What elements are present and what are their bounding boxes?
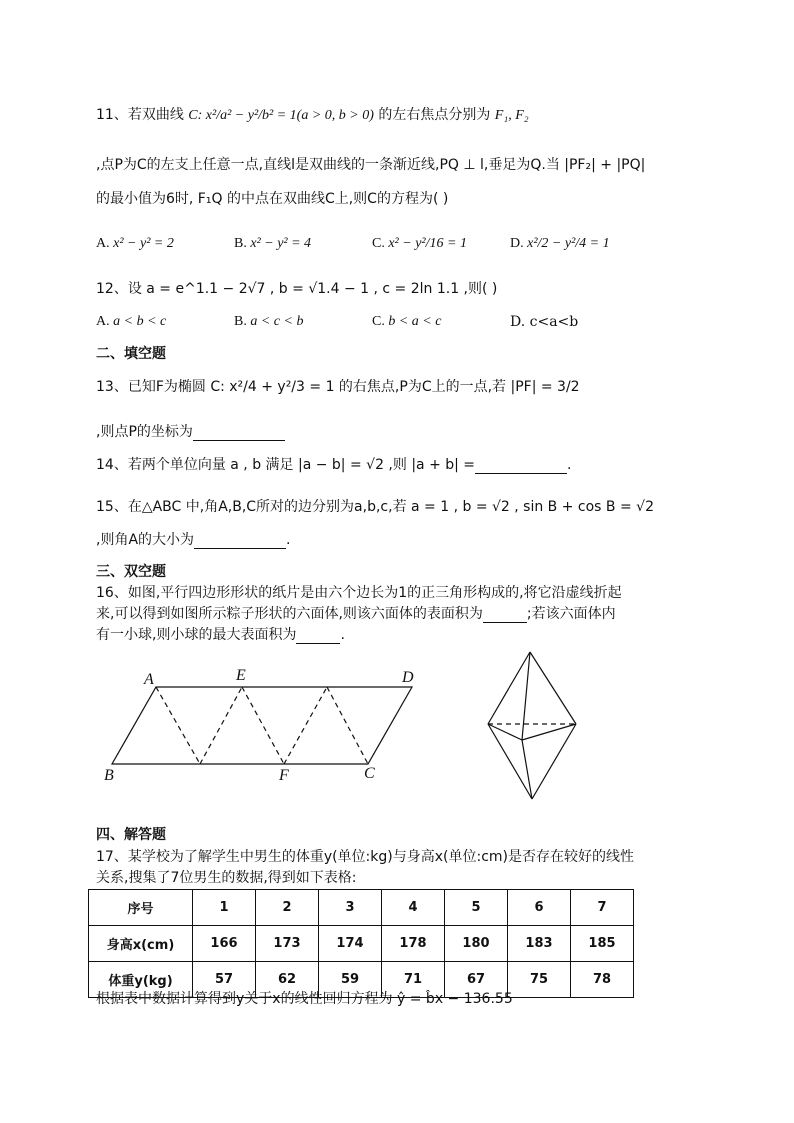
- table-cell: 身高x(cm): [89, 926, 193, 962]
- q11-option-c[interactable]: C. x² − y²/16 = 1: [372, 236, 467, 251]
- table-cell: 173: [256, 926, 319, 962]
- table-cell: 71: [382, 962, 445, 998]
- q17-data-table: [88, 889, 634, 998]
- label-a: A: [144, 671, 154, 688]
- table-cell: 166: [193, 926, 256, 962]
- table-cell: 59: [319, 962, 382, 998]
- q12-option-d[interactable]: D. c<a<b: [510, 314, 579, 330]
- hexahedron-figure: [480, 645, 590, 805]
- fold-lines: [156, 687, 368, 764]
- q12-option-a[interactable]: A. a < b < c: [96, 314, 167, 329]
- q11-line2: ,点P为C的左支上任意一点,直线l是双曲线的一条渐近线,PQ ⊥ l,垂足为Q.当 |PF₂| + |PQ|: [96, 157, 646, 173]
- q17-line2: 关系,搜集了7位男生的数据,得到如下表格:: [96, 870, 357, 886]
- table-header-cell: 序号: [89, 890, 193, 926]
- q16-surface-area-blank[interactable]: [483, 608, 527, 623]
- q16-ball-area-blank[interactable]: [296, 629, 340, 644]
- table-header-cell: 5: [445, 890, 508, 926]
- parallelogram-figure: [100, 660, 430, 785]
- table-cell: 75: [508, 962, 571, 998]
- q15-line2: ,则角A的大小为 .: [96, 532, 291, 548]
- parallelogram-outline: [112, 687, 412, 764]
- table-cell: 57: [193, 962, 256, 998]
- q13-answer-blank[interactable]: [193, 426, 285, 441]
- q17-line3: 根据表中数据计算得到y关于x的线性回归方程为 ŷ = b̂x − 136.55: [96, 991, 513, 1007]
- q17-line1: 17、某学校为了解学生中男生的体重y(单位:kg)与身高x(单位:cm)是否存在较好的线性: [96, 849, 634, 865]
- q12-option-c[interactable]: C. b < a < c: [372, 314, 442, 329]
- q11-hyperbola-equation: C: x²/a² − y²/b² = 1(a > 0, b > 0): [188, 108, 374, 123]
- q11-prefix: 11、若双曲线: [96, 107, 184, 123]
- table-cell: 185: [571, 926, 634, 962]
- table-cell: 180: [445, 926, 508, 962]
- table-header-row: [89, 890, 634, 926]
- q11-option-d[interactable]: D. x²/2 − y²/4 = 1: [510, 236, 610, 251]
- q11-option-a[interactable]: A. x² − y² = 2: [96, 236, 174, 251]
- label-c: C: [364, 765, 375, 782]
- q15-answer-blank[interactable]: [194, 534, 286, 549]
- section-double-blank-heading: 三、双空题: [96, 564, 166, 580]
- table-header-cell: 3: [319, 890, 382, 926]
- q11-foci-text: 的左右焦点分别为: [378, 107, 491, 123]
- table-header-cell: 6: [508, 890, 571, 926]
- table-cell: 178: [382, 926, 445, 962]
- label-d: D: [402, 669, 414, 686]
- table-cell: 体重y(kg): [89, 962, 193, 998]
- q11-line1: [96, 106, 529, 125]
- table-cell: 174: [319, 926, 382, 962]
- table-row: [89, 926, 634, 962]
- q13-line2: ,则点P的坐标为: [96, 423, 285, 441]
- table-cell: 78: [571, 962, 634, 998]
- q12-text: 12、设 a = e^1.1 − 2√7 , b = √1.4 − 1 , c = 2ln 1.1 ,则( ): [96, 281, 498, 297]
- table-cell: 67: [445, 962, 508, 998]
- q16-line2: 来,可以得到如图所示粽子形状的六面体,则该六面体的表面积为 ;若该六面体内: [96, 606, 616, 622]
- table-header-cell: 1: [193, 890, 256, 926]
- q11-option-b[interactable]: B. x² − y² = 4: [234, 236, 312, 251]
- q14-line: 14、若两个单位向量 a , b 满足 |a − b| = √2 ,则 |a + b| = .: [96, 457, 572, 473]
- q11-line3: 的最小值为6时, F₁Q 的中点在双曲线C上,则C的方程为( ): [96, 191, 449, 207]
- q13-line1: 13、已知F为椭圆 C: x²/4 + y²/3 = 1 的右焦点,P为C上的一点,若 |PF| = 3/2: [96, 379, 580, 395]
- table-header-cell: 7: [571, 890, 634, 926]
- q16-line3: 有一小球,则小球的最大表面积为 .: [96, 627, 345, 643]
- q16-line1: 16、如图,平行四边形形状的纸片是由六个边长为1的正三角形构成的,将它沿虚线折起: [96, 585, 622, 601]
- q15-line1: 15、在△ABC 中,角A,B,C所对的边分别为a,b,c,若 a = 1 , b = √2 , sin B + cos B = √2: [96, 499, 654, 515]
- section-answer-heading: 四、解答题: [96, 827, 166, 843]
- table-header-cell: 4: [382, 890, 445, 926]
- q11-foci: F₁, F₂: [494, 108, 529, 123]
- label-e: E: [236, 667, 246, 684]
- table-cell: 62: [256, 962, 319, 998]
- q14-answer-blank[interactable]: [475, 459, 567, 474]
- section-fill-in-heading: 二、填空题: [96, 346, 166, 362]
- label-b: B: [104, 767, 114, 784]
- table-header-cell: 2: [256, 890, 319, 926]
- table-cell: 183: [508, 926, 571, 962]
- q12-option-b[interactable]: B. a < c < b: [234, 314, 304, 329]
- label-f: F: [279, 767, 289, 784]
